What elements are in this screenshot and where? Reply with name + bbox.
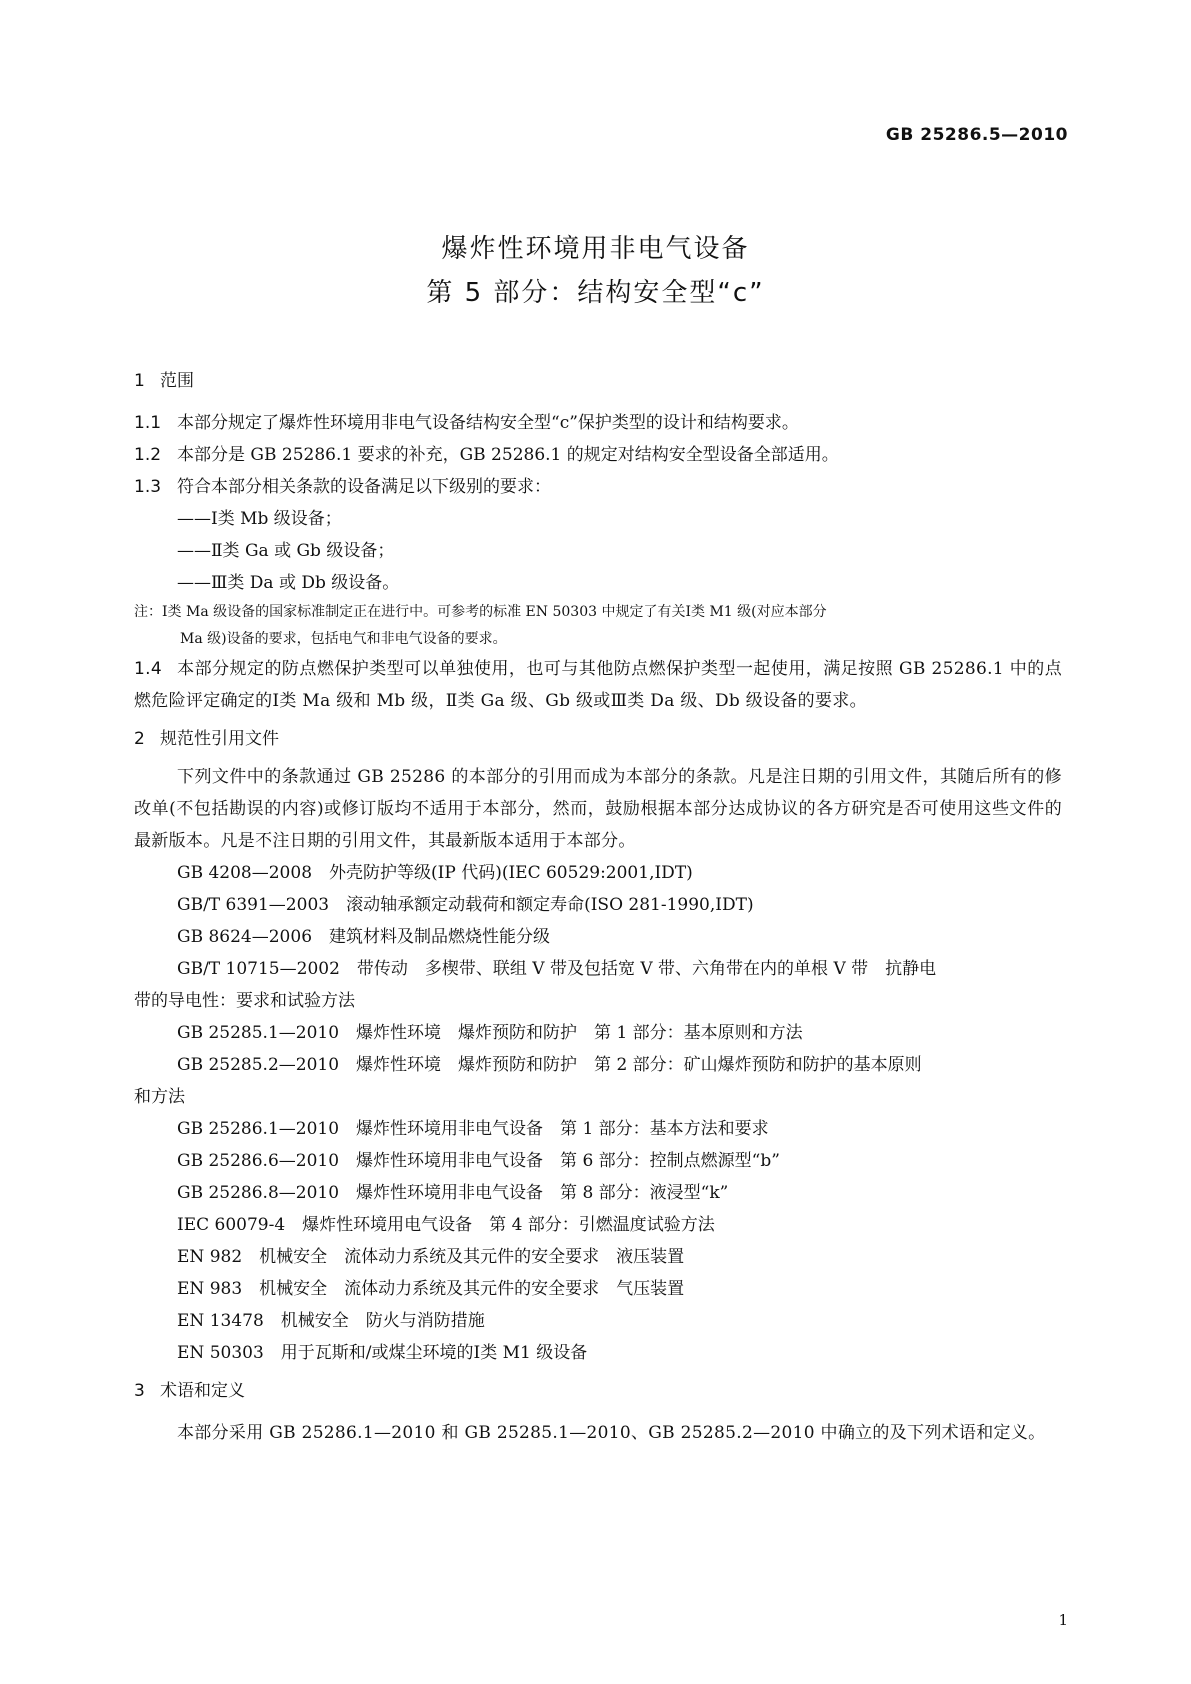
clause-number: 1.3 bbox=[134, 477, 162, 497]
reference-item: IEC 60079-4 爆炸性环境用电气设备 第 4 部分：引燃温度试验方法 bbox=[177, 1215, 715, 1235]
document-title: 爆炸性环境用非电气设备 bbox=[441, 234, 750, 264]
clause-1-1 bbox=[134, 407, 1062, 439]
reference-item: GB 25286.1—2010 爆炸性环境用非电气设备 第 1 部分：基本方法和要求 bbox=[177, 1119, 769, 1139]
reference-item: EN 982 机械安全 流体动力系统及其元件的安全要求 液压装置 bbox=[177, 1247, 685, 1267]
page-number: 1 bbox=[1058, 1611, 1068, 1629]
list-item: ——Ⅱ类 Ga 或 Gb 级设备； bbox=[177, 541, 395, 561]
section-title: 术语和定义 bbox=[160, 1381, 245, 1401]
reference-item: GB 25285.1—2010 爆炸性环境 爆炸预防和防护 第 1 部分：基本原则和方法 bbox=[177, 1023, 803, 1043]
note-line: Ma 级)设备的要求，包括电气和非电气设备的要求。 bbox=[180, 631, 507, 647]
clause-1-3 bbox=[134, 471, 1062, 503]
clause-text: 本部分规定了爆炸性环境用非电气设备结构安全型“c”保护类型的设计和结构要求。 bbox=[177, 413, 799, 433]
standard-code: GB 25286.5—2010 bbox=[885, 125, 1068, 145]
section-1-heading bbox=[134, 365, 1062, 397]
reference-item: GB/T 6391—2003 滚动轴承额定动载荷和额定寿命(ISO 281-1990,IDT) bbox=[177, 895, 754, 915]
clause-number: 1.1 bbox=[134, 413, 162, 433]
reference-item: GB 25286.8—2010 爆炸性环境用非电气设备 第 8 部分：液浸型“k” bbox=[177, 1183, 729, 1203]
section-3-heading bbox=[134, 1375, 1062, 1407]
reference-item: GB 25286.6—2010 爆炸性环境用非电气设备 第 6 部分：控制点燃源型“b” bbox=[177, 1151, 780, 1171]
clause-1-4 bbox=[134, 653, 1062, 717]
section-2-heading bbox=[134, 723, 1062, 755]
clause-number: 1.4 bbox=[134, 659, 162, 679]
reference-item: EN 983 机械安全 流体动力系统及其元件的安全要求 气压装置 bbox=[177, 1279, 685, 1299]
document-subtitle: 第 5 部分：结构安全型“c” bbox=[426, 278, 765, 308]
reference-item: EN 13478 机械安全 防火与消防措施 bbox=[177, 1311, 485, 1331]
clause-text: 本部分是 GB 25286.1 要求的补充，GB 25286.1 的规定对结构安全型设备全部适用。 bbox=[177, 445, 839, 465]
clause-1-2 bbox=[134, 439, 1062, 471]
list-item: ——Ⅲ类 Da 或 Db 级设备。 bbox=[177, 573, 400, 593]
section-3-intro: 本部分采用 GB 25286.1—2010 和 GB 25285.1—2010、GB 25285.2—2010 中确立的及下列术语和定义。 bbox=[177, 1423, 1046, 1443]
reference-item: GB/T 10715—2002 带传动 多楔带、联组 V 带及包括宽 V 带、六角带在内的单根 V 带 抗静电 bbox=[177, 959, 937, 979]
section-number: 2 bbox=[134, 729, 145, 749]
clause-text: 符合本部分相关条款的设备满足以下级别的要求： bbox=[177, 477, 551, 497]
section-title: 范围 bbox=[160, 371, 194, 391]
section-number: 3 bbox=[134, 1381, 145, 1401]
section-number: 1 bbox=[134, 371, 145, 391]
note-line: 注：Ⅰ类 Ma 级设备的国家标准制定正在进行中。可参考的标准 EN 50303 中规定了有关Ⅰ类 M1 级(对应本部分 bbox=[134, 604, 827, 620]
reference-item: GB 4208—2008 外壳防护等级(IP 代码)(IEC 60529:2001,IDT) bbox=[177, 863, 693, 883]
reference-item-continuation: 带的导电性：要求和试验方法 bbox=[134, 991, 355, 1011]
clause-number: 1.2 bbox=[134, 445, 162, 465]
list-item: ——Ⅰ类 Mb 级设备； bbox=[177, 509, 342, 529]
reference-item: GB 25285.2—2010 爆炸性环境 爆炸预防和防护 第 2 部分：矿山爆炸预防和防护的基本原则 bbox=[177, 1055, 922, 1075]
reference-item: EN 50303 用于瓦斯和/或煤尘环境的Ⅰ类 M1 级设备 bbox=[177, 1343, 588, 1363]
section-2-intro: 下列文件中的条款通过 GB 25286 的本部分的引用而成为本部分的条款。凡是注日期的引用文件，其随后所有的修改单(不包括勘误的内容)或修订版均不适用于本部分，然而，鼓励根据本部分达成协议的各方研究是否可使用这些文件的最新版本。凡是不注日期的引用文件，其最新版本适用于本部分。 bbox=[134, 767, 1062, 851]
note bbox=[134, 599, 1062, 653]
clause-text: 本部分规定的防点燃保护类型可以单独使用，也可与其他防点燃保护类型一起使用，满足按照 GB 25286.1 中的点燃危险评定确定的Ⅰ类 Ma 级和 Mb 级，Ⅱ类 Ga 级、Gb 级或Ⅲ类 Da 级、Db 级设备的要求。 bbox=[134, 659, 1062, 711]
section-title: 规范性引用文件 bbox=[160, 729, 279, 749]
document-body bbox=[134, 365, 1062, 1449]
reference-item: GB 8624—2006 建筑材料及制品燃烧性能分级 bbox=[177, 927, 551, 947]
reference-item-continuation: 和方法 bbox=[134, 1087, 185, 1107]
